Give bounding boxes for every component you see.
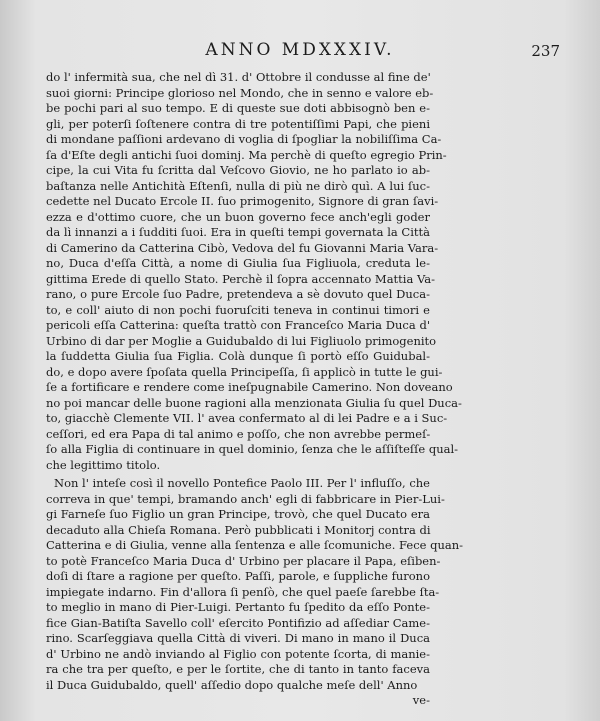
text-line: gi Farneſe ſuo Figlio un gran Principe, trovò, che quel Ducato era [46, 507, 430, 521]
paragraph-2 [46, 476, 464, 693]
paragraph-1 [46, 70, 462, 473]
text-line: decaduto alla Chieſa Romana. Però pubblicati i Monitorj contra di [46, 522, 431, 537]
text-line: cedette nel Ducato Ercole II. ſuo primogenito, Signore di gran ſavi- [46, 194, 439, 208]
text-line: suoi giorni: Principe glorioso nel Mondo, che in senno e valore eb- [46, 85, 434, 100]
body-text [46, 70, 464, 709]
text-line: rino. Scarſeggiava quella Città di viveri. Di mano in mano il Duca [46, 631, 430, 645]
text-line: no, Duca d'eſſa Città, a nome di Giulia ſua Figliuola, creduta le- [46, 256, 430, 270]
text-line: di mondane paſſioni ardevano di voglia di ſpogliar la nobiliſſima Ca- [46, 132, 442, 146]
text-line: che legittimo titolo. [46, 457, 161, 472]
text-line: ra che tra per queſto, e per le ſortite, che di tanto in tanto faceva [46, 662, 430, 676]
text-line: do, e dopo avere ſpoſata quella Principeſſa, ſi applicò in tutte le gui- [46, 364, 443, 379]
text-line: di Camerino da Catterina Cibò, Vedova del fu Giovanni Maria Vara- [46, 240, 439, 255]
text-line: doſi di ſtare a ragione per queſto. Paſſi, parole, e ſuppliche furono [46, 569, 430, 583]
text-line: rano, o pure Ercole ſuo Padre, pretendeva a sè dovuto quel Duca- [46, 287, 430, 301]
text-line: no poi mancar delle buone ragioni alla menzionata Giulia ſu quel Duca- [46, 395, 462, 410]
text-line: to potè Franceſco Maria Duca d' Urbino per placare il Papa, eſiben- [46, 553, 441, 568]
text-line: da lì innanzi a i ſudditi ſuoi. Era in queſti tempi governata la Città [46, 225, 430, 239]
text-line: impiegate indarno. Fin d'allora ſi penſò, che quel paeſe ſarebbe ſta- [46, 584, 440, 599]
text-line: to meglio in mano di Pier-Luigi. Pertanto fu ſpedito da eſſo Ponte- [46, 600, 430, 614]
catchword: ve- [412, 693, 430, 707]
text-line: ezza e d'ottimo cuore, che un buon governo fece anch'egli goder [46, 209, 430, 224]
text-line: ceſſori, ed era Papa di tal animo e poſſo, che non avrebbe permeſ- [46, 426, 431, 441]
running-head: ANNO MDXXXIV. [205, 40, 395, 60]
text-line: gittima Erede di quello Stato. Perchè il ſopra accennato Mattia Va- [46, 271, 435, 286]
text-line: fice Gian-Batiſta Savello coll' eſercito Pontifizio ad aſſediar Came- [46, 615, 430, 630]
text-line: ſe a fortificare e rendere come ineſpugnabile Camerino. Non doveano [46, 380, 453, 394]
text-line: correva in que' tempi, bramando anch' egli di fabbricare in Pier-Lui- [46, 491, 445, 506]
text-line: cipe, la cui Vita fu ſcritta dal Veſcovo Giovio, ne ho parlato io ab- [46, 163, 430, 177]
text-line: do l' infermità sua, che nel dì 31. d' Ottobre il condusse al fine de' [46, 70, 431, 84]
text-line: la ſuddetta Giulia ſua Figlia. Colà dunque ſi portò eſſo Guidubal- [46, 349, 430, 363]
page-header [40, 40, 560, 66]
text-line: be pochi pari al suo tempo. E di queste sue doti abbisognò ben e- [46, 101, 430, 115]
text-line: d' Urbino ne andò inviando al Figlio con potente ſcorta, di manie- [46, 646, 430, 661]
text-line: Non l' inteſe così il novello Pontefice Paolo III. Per l' influſſo, che [54, 476, 430, 490]
text-line: to, e coll' aiuto di non pochi fuoruſciti teneva in continui timori e [46, 302, 430, 317]
text-line: Urbino di dar per Moglie a Guidubaldo di lui Figliuolo primogenito [46, 333, 437, 348]
text-line: to, giacchè Clemente VII. l' avea confermato al di lei Padre e a i Suc- [46, 411, 448, 425]
page-number: 237 [531, 42, 560, 60]
text-line: il Duca Guidubaldo, quell' aſſedio dopo qualche meſe dell' Anno [46, 677, 418, 692]
text-line: ſo alla Figlia di continuare in quel dominio, ſenza che le aſſiſteſſe qual- [46, 442, 459, 456]
text-line: ſa d'Eſte degli antichi ſuoi dominj. Ma perchè di queſto egregio Prin- [46, 147, 447, 162]
text-line: pericoli eſſa Catterina: queſta trattò con Franceſco Maria Duca d' [46, 318, 430, 332]
text-line: gli, per poterſi ſoſtenere contra di tre potentiſſimi Papi, che pieni [46, 116, 430, 131]
text-line: Catterina e di Giulia, venne alla ſentenza e alle ſcomuniche. Fece quan- [46, 538, 464, 552]
text-line: baſtanza nelle Antichità Eſtenſi, nulla di più ne dirò quì. A lui ſuc- [46, 178, 430, 193]
